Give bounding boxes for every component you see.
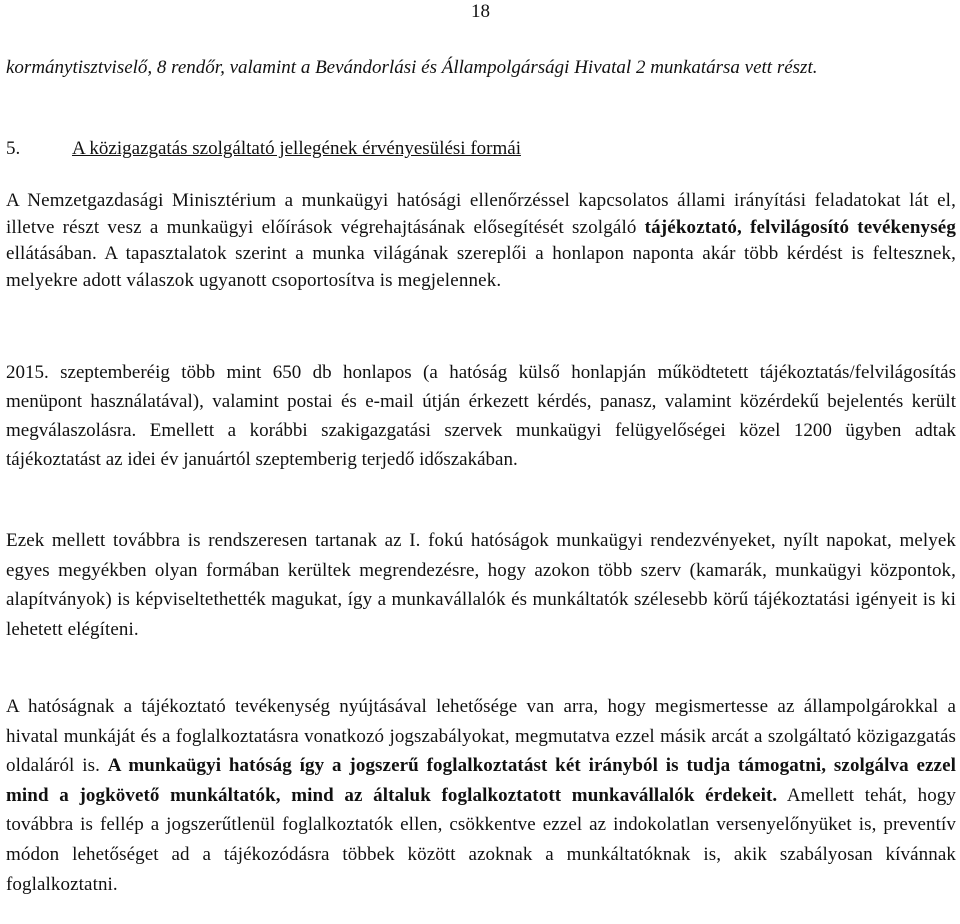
- paragraph-1-text-b: ellátásában. A tapasztalatok szerint a munka világának szereplői a honlapon naponta akár több kérdést is feltesznek, melyekre adott válaszok ugyanott csoportosítva is megjelennek.: [6, 243, 956, 291]
- section-number: 5.: [6, 138, 21, 159]
- paragraph-1-text-a: A Nemzetgazdasági Minisztérium a munkaügyi hatósági ellenőrzéssel kapcsolatos állami irányítási feladatokat lát el, illetve részt vesz a munkaügyi előírások végrehajtásának elősegítését szolgáló: [6, 190, 956, 238]
- paragraph-1: [6, 188, 956, 294]
- paragraph-1-bold: tájékoztató, felvilágosító tevékenység: [644, 216, 956, 238]
- paragraph-4-text-b: Amellett tehát, hogy továbbra is fellép a jogszerűtlenül foglalkoztatók ellen, csökkentve ezzel az indokolatlan versenyelőnyüket is, preventív módon lehetőséget ad a tájékozódásra többek között azoknak a munkáltatóknak is, akik szabályosan kívánnak foglalkoztatni.: [6, 784, 956, 895]
- paragraph-4-text-a: A hatóságnak a tájékoztató tevékenység nyújtásával lehetősége van arra, hogy megismertesse az állampolgárokkal a hivatal munkáját és a foglalkoztatásra vonatkozó jogszabályokat, megmutatva ezzel másik arcát a szolgáltató közigazgatás oldaláról is.: [6, 696, 956, 777]
- paragraph-4-bold: A munkaügyi hatóság így a jogszerű foglalkoztatást két irányból is tudja támogatni, szolgálva ezzel mind a jogkövető munkáltatók, mind az általuk foglalkoztatott munkavállalók érdekeit.: [6, 755, 957, 806]
- section-heading: [6, 137, 956, 161]
- page-number: 18: [471, 1, 490, 22]
- intro-text: kormánytisztviselő, 8 rendőr, valamint a Bevándorlási és Állampolgársági Hivatal 2 munkatársa vett részt.: [6, 57, 818, 78]
- paragraph-4: [6, 692, 956, 899]
- paragraph-2: 2015. szeptemberéig több mint 650 db honlapos (a hatóság külső honlapján működtetett tájékoztatás/felvilágosítás menüpont használatával), valamint postai és e-mail útján érkezett kérdés, panasz, valamint közérdekű bejelentés került megválaszolásra. Emellett a korábbi szakigazgatási szervek munkaügyi felügyelőségei közel 1200 ügyben adtak tájékoztatást az idei év januártól szeptemberig terjedő időszakában.: [6, 362, 956, 470]
- section-title: A közigazgatás szolgáltató jellegének érvényesülési formái: [72, 138, 521, 159]
- paragraph-3: Ezek mellett továbbra is rendszeresen tartanak az I. fokú hatóságok munkaügyi rendezvényeket, nyílt napokat, melyek egyes megyékben olyan formában kerültek megrendezésre, hogy azokon több szerv (kamarák, munkaügyi központok, alapítványok) is képviseltethették magukat, így a munkavállalók és munkáltatók szélesebb körű tájékoztatási igényeit is ki lehetett elégíteni.: [6, 530, 956, 640]
